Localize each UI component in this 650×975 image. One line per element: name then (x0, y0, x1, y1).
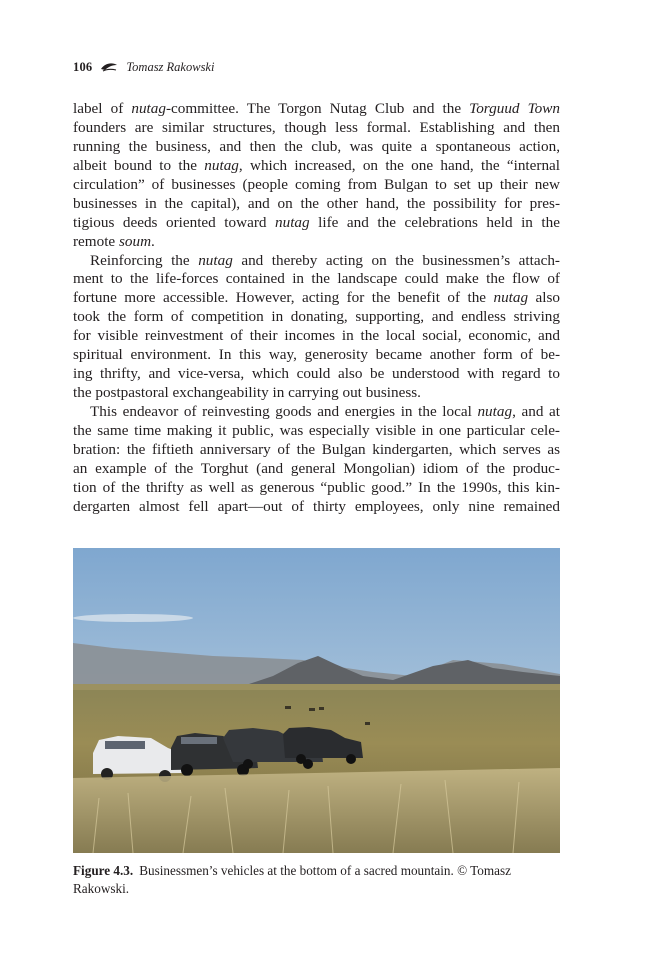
text-line: This endeavor of reinvesting goods and energies in the local nutag, and at (90, 403, 560, 420)
text-line: albeit bound to the nutag, which increased, on the one hand, the “internal (73, 156, 561, 174)
text-line: ment to the life-forces contained in the landscape could make the flow of (73, 270, 560, 288)
page-number: 106 (73, 59, 93, 74)
text-line: for visible reinvestment of their incomes in the local social, economic, and (73, 327, 560, 345)
text-line: businesses in the capital), and on the other hand, the possibility for pres- (73, 194, 560, 212)
text-line: ing thrifty, and vice-versa, which could also be understood with regard to (73, 365, 560, 383)
text-line: fortune more accessible. However, acting for the benefit of the nutag also (73, 289, 561, 307)
figure-label: Figure 4.3. (73, 863, 134, 878)
body-text (73, 100, 560, 517)
text-line: label of nutag-committee. The Torgon Nutag Club and the Torguud Town (73, 100, 560, 117)
text-line: bration: the fiftieth anniversary of the Bulgan kindergarten, which serves as (73, 440, 560, 458)
text-line: spiritual environment. In this way, generosity became another form of be- (73, 346, 560, 364)
figure-photo (73, 548, 560, 853)
running-header (73, 58, 214, 76)
text-line: tigious deeds oriented toward nutag life and the celebrations held in the (73, 213, 560, 231)
landscape-photo (73, 548, 560, 853)
foreground-grass (73, 768, 560, 853)
running-header-author: Tomasz Rakowski (126, 59, 215, 74)
text-line: running the business, and then the club, was quite a spontaneous action, (73, 137, 560, 155)
text-line: the postpastoral exchangeability in carrying out business. (73, 384, 421, 402)
text-line: the same time making it public, was especially visible in one particular cele- (73, 421, 560, 439)
cloud (73, 614, 193, 622)
figure-caption (73, 862, 560, 898)
text-line: tion of the thrifty as well as generous “public good.” In the 1990s, this kin- (73, 478, 560, 496)
text-line: dergarten almost fell apart—out of thirty employees, only nine remained (73, 497, 560, 515)
figure-caption-text: Businessmen’s vehicles at the bottom of a sacred mountain. © Tomasz Rakowski. (73, 863, 512, 896)
text-line: an example of the Torghut (and general Mongolian) idiom of the produc- (73, 459, 560, 477)
leaf-ornament-icon (100, 61, 118, 73)
text-line: circulation” of businesses (people coming from Bulgan to set up their new (73, 175, 560, 193)
text-line: Reinforcing the nutag and thereby acting on the businessmen’s attach- (90, 251, 560, 269)
text-line: took the form of competition in donating, supporting, and endless striving (73, 308, 560, 326)
text-line: remote soum. (73, 232, 155, 250)
text-line: founders are similar structures, though less formal. Establishing and then (73, 118, 560, 136)
